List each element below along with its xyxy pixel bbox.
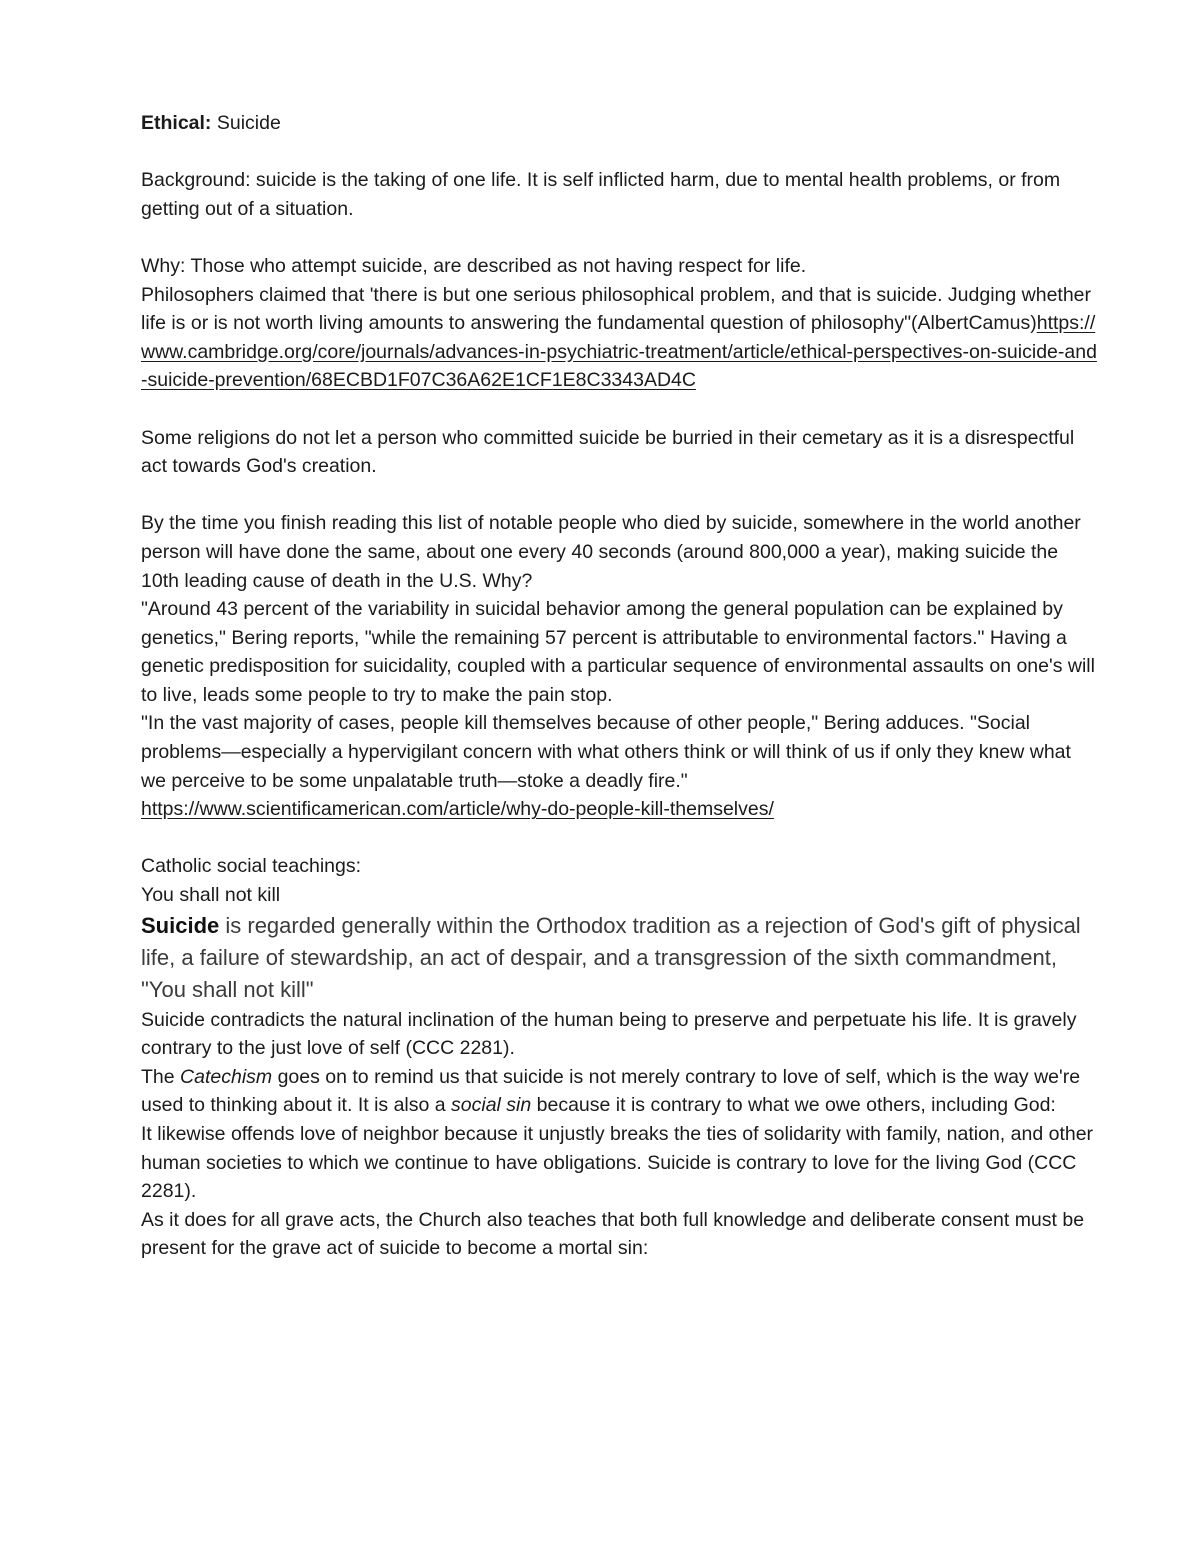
document-page	[141, 109, 1101, 1263]
catechism-paragraph	[141, 1063, 1101, 1120]
catechism-pre: The	[141, 1065, 181, 1088]
religion-paragraph: Some religions do not let a person who committed suicide be burried in their cemetary as it is a disrespectful act towards God's creation.	[141, 426, 1075, 478]
catechism-post: because it is contrary to what we owe others, including God:	[531, 1094, 1056, 1117]
camus-quote: Philosophers claimed that 'there is but one serious philosophical problem, and that is suicide. Judging whether life is or is not worth living amounts to answering the fundamental question of philosophy"(AlbertCamus)	[141, 283, 1092, 335]
document-title	[141, 109, 1101, 138]
camus-quote-paragraph	[141, 281, 1101, 395]
scientific-american-link[interactable]: https://www.scientificamerican.com/article/why-do-people-kill-themselves/	[141, 798, 774, 821]
social-sin-emphasis: social sin	[451, 1094, 532, 1117]
orthodox-paragraph	[141, 910, 1101, 1006]
contradicts-paragraph: Suicide contradicts the natural inclination of the human being to preserve and perpetuate his life. It is gravely contrary to the just love of self (CCC 2281).	[141, 1008, 1077, 1060]
statistics-paragraph: By the time you finish reading this list of notable people who died by suicide, somewhere in the world another person will have done the same, about one every 40 seconds (around 800,000 a year), making suicide the 10th leading cause of death in the U.S. Why?	[141, 512, 1081, 592]
spacer	[141, 138, 1101, 167]
bering-paragraph: "In the vast majority of cases, people kill themselves because of other people," Bering adduces. "Social problems—especially a hypervigilant concern with what others think or will think of us if only they knew what we perceive to be some unpalatable truth—stoke a deadly fire."	[141, 712, 1071, 792]
spacer	[141, 223, 1101, 252]
catechism-mid: goes on to remind us that suicide is not merely contrary to love of self, which is the way we're used to thinking about it. It is also a	[141, 1065, 1081, 1117]
grave-acts-paragraph: As it does for all grave acts, the Church also teaches that both full knowledge and deliberate consent must be present for the grave act of suicide to become a mortal sin:	[141, 1208, 1085, 1260]
title-label: Ethical:	[141, 112, 212, 134]
title-topic: Suicide	[211, 112, 281, 134]
spacer	[141, 481, 1101, 510]
orthodox-text: is regarded generally within the Orthodox tradition as a rejection of God's gift of physical life, a failure of stewardship, an act of despair, and a transgression of the sixth commandment, "You shall not kill"	[141, 912, 1081, 1002]
orthodox-bold: Suicide	[141, 912, 220, 938]
catechism-emphasis: Catechism	[180, 1065, 273, 1088]
background-paragraph: Background: suicide is the taking of one life. It is self inflicted harm, due to mental health problems, or from getting out of a situation.	[141, 169, 1061, 220]
spacer	[141, 824, 1101, 853]
spacer	[141, 395, 1101, 424]
cambridge-link[interactable]: https://www.cambridge.org/core/journals/advances-in-psychiatric-treatment/article/ethical-perspectives-on-suicide-and-suicide-prevention/68ECBD1F07C36A62E1CF1E8C3343AD4C	[141, 312, 1097, 392]
catholic-heading: Catholic social teachings:	[141, 855, 362, 878]
scientific-american-link-paragraph	[141, 795, 1101, 824]
genetics-paragraph: "Around 43 percent of the variability in suicidal behavior among the general population can be explained by genetics," Bering reports, "while the remaining 57 percent is attributable to environmental factors." Having a genetic predisposition for suicidality, coupled with a particular sequence of environmental assaults on one's will to live, leads some people to try to make the pain stop.	[141, 598, 1095, 706]
why-paragraph: Why: Those who attempt suicide, are described as not having respect for life.	[141, 254, 807, 277]
neighbor-paragraph: It likewise offends love of neighbor because it unjustly breaks the ties of solidarity with family, nation, and other human societies to which we continue to have obligations. Suicide is contrary to love for the living God (CCC 2281).	[141, 1123, 1094, 1203]
commandment-line: You shall not kill	[141, 884, 281, 907]
